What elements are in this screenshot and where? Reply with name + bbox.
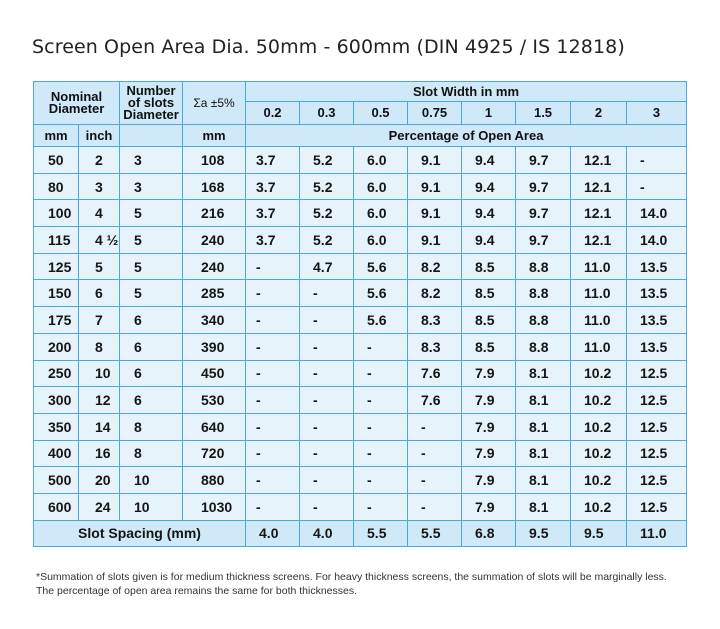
table-cell: 168 — [183, 173, 246, 200]
table-row — [34, 467, 687, 494]
table-cell: 200 — [34, 333, 79, 360]
table-cell: 125 — [34, 253, 79, 280]
table-cell: 7.6 — [408, 360, 462, 387]
table-cell: 3.7 — [246, 173, 300, 200]
table-cell: 9.1 — [408, 147, 462, 174]
slot-width-7: 2 — [571, 102, 627, 125]
table-cell: 500 — [34, 467, 79, 494]
table-cell: 8.5 — [462, 280, 516, 307]
table-cell: 13.5 — [627, 253, 687, 280]
table-cell: 8.1 — [516, 360, 571, 387]
table-cell: 9.7 — [516, 227, 571, 254]
footnote-line-2: The percentage of open area remains the same for both thicknesses. — [36, 585, 358, 597]
table-cell: 8.1 — [516, 493, 571, 520]
table-cell: 14.0 — [627, 227, 687, 254]
table-cell: 12.5 — [627, 467, 687, 494]
table-cell: 6 — [120, 387, 183, 414]
table-cell: 3 — [120, 173, 183, 200]
table-cell: 3 — [79, 173, 120, 200]
table-cell: 11.0 — [571, 253, 627, 280]
footnote — [36, 570, 696, 598]
table-row — [34, 227, 687, 254]
table-cell: - — [300, 360, 354, 387]
table-row — [34, 147, 687, 174]
table-cell: - — [246, 333, 300, 360]
table-cell: 8.8 — [516, 307, 571, 334]
table-cell: 13.5 — [627, 307, 687, 334]
table-cell: - — [246, 280, 300, 307]
table-cell: 175 — [34, 307, 79, 334]
table-row — [34, 493, 687, 520]
table-cell: - — [246, 493, 300, 520]
table-row — [34, 280, 687, 307]
table-row — [34, 200, 687, 227]
table-row — [34, 173, 687, 200]
table-cell: 600 — [34, 493, 79, 520]
table-cell: - — [354, 440, 408, 467]
table-cell: 5 — [79, 253, 120, 280]
table-cell: 640 — [183, 413, 246, 440]
table-cell: 8.5 — [462, 253, 516, 280]
table-cell: 11.0 — [571, 280, 627, 307]
table-cell: 400 — [34, 440, 79, 467]
table-cell: - — [246, 440, 300, 467]
table-cell: 7.9 — [462, 387, 516, 414]
table-cell: 8 — [120, 413, 183, 440]
table-cell: 9.4 — [462, 227, 516, 254]
table-cell: - — [408, 467, 462, 494]
slot-width-8: 3 — [627, 102, 687, 125]
table-cell: 10.2 — [571, 360, 627, 387]
table-cell: 7.9 — [462, 360, 516, 387]
table-cell: 12.1 — [571, 200, 627, 227]
table-cell: 108 — [183, 147, 246, 174]
table-cell: 50 — [34, 147, 79, 174]
table-cell: 6.0 — [354, 147, 408, 174]
table-cell: 9.7 — [516, 173, 571, 200]
slot-spacing-value: 4.0 — [300, 520, 354, 547]
table-cell: 16 — [79, 440, 120, 467]
table-cell: 5.2 — [300, 147, 354, 174]
sigma-header: Σa ±5% — [183, 82, 246, 125]
table-cell: - — [246, 387, 300, 414]
table-cell: 8.8 — [516, 253, 571, 280]
table-cell: 7.9 — [462, 467, 516, 494]
table-cell: 11.0 — [571, 333, 627, 360]
table-cell: 250 — [34, 360, 79, 387]
table-cell: - — [354, 333, 408, 360]
slot-width-4: 0.75 — [408, 102, 462, 125]
page-title: Screen Open Area Dia. 50mm - 600mm (DIN 4925 / IS 12818) — [32, 36, 625, 58]
table-cell: 9.7 — [516, 147, 571, 174]
table-cell: 4 — [79, 200, 120, 227]
slot-spacing-value: 4.0 — [246, 520, 300, 547]
slot-spacing-value: 5.5 — [408, 520, 462, 547]
table-cell: 7.6 — [408, 387, 462, 414]
inch-header: inch — [79, 125, 120, 147]
table-cell: - — [246, 307, 300, 334]
table-cell: 6 — [79, 280, 120, 307]
table-cell: 4.7 — [300, 253, 354, 280]
table-cell: 4 ½ — [79, 227, 120, 254]
table-cell: 5 — [120, 227, 183, 254]
table-row — [34, 413, 687, 440]
slot-width-3: 0.5 — [354, 102, 408, 125]
table-cell: 11.0 — [571, 307, 627, 334]
table-cell: 9.1 — [408, 200, 462, 227]
slot-spacing-label: Slot Spacing (mm) — [34, 520, 246, 547]
table-cell: - — [300, 387, 354, 414]
nominal-diameter-header: Nominal Diameter — [34, 82, 120, 125]
table-cell: 8.3 — [408, 333, 462, 360]
table-cell: 10 — [120, 467, 183, 494]
table-cell: 300 — [34, 387, 79, 414]
table-cell: - — [627, 147, 687, 174]
table-cell: 80 — [34, 173, 79, 200]
table-cell: 8.3 — [408, 307, 462, 334]
table-cell: 3 — [120, 147, 183, 174]
table-cell: 13.5 — [627, 280, 687, 307]
table-cell: 8.8 — [516, 280, 571, 307]
table-cell: 240 — [183, 253, 246, 280]
table-cell: - — [354, 467, 408, 494]
table-cell: - — [300, 307, 354, 334]
slot-spacing-value: 11.0 — [627, 520, 687, 547]
table-cell: 9.4 — [462, 173, 516, 200]
mm-header: mm — [34, 125, 79, 147]
table-cell: 14 — [79, 413, 120, 440]
table-cell: 285 — [183, 280, 246, 307]
table-cell: 8 — [79, 333, 120, 360]
table-cell: 7.9 — [462, 440, 516, 467]
slot-width-2: 0.3 — [300, 102, 354, 125]
table-cell: 5 — [120, 200, 183, 227]
table-cell: 12.5 — [627, 413, 687, 440]
slot-width-5: 1 — [462, 102, 516, 125]
table-cell: 2 — [79, 147, 120, 174]
table-cell: 1030 — [183, 493, 246, 520]
table-cell: - — [300, 280, 354, 307]
table-cell: 9.4 — [462, 200, 516, 227]
table-cell: 340 — [183, 307, 246, 334]
table-cell: - — [300, 413, 354, 440]
table-cell: 10.2 — [571, 387, 627, 414]
table-cell: 530 — [183, 387, 246, 414]
table-cell: 3.7 — [246, 147, 300, 174]
table-cell: 8.8 — [516, 333, 571, 360]
table-cell: 10.2 — [571, 440, 627, 467]
table-cell: 450 — [183, 360, 246, 387]
table-cell: 240 — [183, 227, 246, 254]
open-area-table — [33, 81, 687, 547]
footnote-line-1: *Summation of slots given is for medium thickness screens. For heavy thickness screens, the summation of slots will be marginally less. — [36, 571, 667, 583]
table-cell: - — [246, 413, 300, 440]
table-cell: 24 — [79, 493, 120, 520]
table-cell: 20 — [79, 467, 120, 494]
table-cell: - — [627, 173, 687, 200]
table-cell: 6 — [120, 307, 183, 334]
slot-spacing-row — [34, 520, 687, 547]
slot-width-6: 1.5 — [516, 102, 571, 125]
table-cell: - — [354, 387, 408, 414]
percentage-open-area-header: Percentage of Open Area — [246, 125, 687, 147]
table-cell: 5 — [120, 280, 183, 307]
table-cell: 100 — [34, 200, 79, 227]
table-cell: 12 — [79, 387, 120, 414]
table-cell: - — [246, 253, 300, 280]
table-cell: 8.2 — [408, 280, 462, 307]
table-cell: 12.5 — [627, 440, 687, 467]
table-cell: 13.5 — [627, 333, 687, 360]
table-cell: 12.5 — [627, 493, 687, 520]
table-cell: 5.6 — [354, 280, 408, 307]
table-cell: 216 — [183, 200, 246, 227]
slot-spacing-value: 5.5 — [354, 520, 408, 547]
table-cell: - — [300, 440, 354, 467]
table-cell: 8.1 — [516, 467, 571, 494]
table-cell: - — [354, 360, 408, 387]
slot-width-header: Slot Width in mm — [246, 82, 687, 102]
table-cell: 8.5 — [462, 307, 516, 334]
table-row — [34, 307, 687, 334]
table-row — [34, 387, 687, 414]
table-cell: 9.7 — [516, 200, 571, 227]
table-cell: 8.1 — [516, 387, 571, 414]
table-cell: - — [300, 493, 354, 520]
table-cell: 5.2 — [300, 200, 354, 227]
table-cell: 7 — [79, 307, 120, 334]
table-cell: 3.7 — [246, 227, 300, 254]
slot-spacing-value: 9.5 — [516, 520, 571, 547]
table-cell: 6 — [120, 333, 183, 360]
table-row — [34, 440, 687, 467]
table-cell: - — [246, 467, 300, 494]
table-cell: 14.0 — [627, 200, 687, 227]
table-cell: - — [300, 333, 354, 360]
table-row — [34, 360, 687, 387]
table-cell: 8.1 — [516, 440, 571, 467]
table-cell: 8.5 — [462, 333, 516, 360]
table-cell: 10.2 — [571, 413, 627, 440]
table-cell: 10.2 — [571, 493, 627, 520]
table-cell: 7.9 — [462, 413, 516, 440]
table-cell: 10.2 — [571, 467, 627, 494]
table-cell: 9.1 — [408, 227, 462, 254]
table-cell: - — [408, 440, 462, 467]
table-cell: - — [354, 493, 408, 520]
table-cell: 7.9 — [462, 493, 516, 520]
table-cell: 150 — [34, 280, 79, 307]
table-cell: 9.4 — [462, 147, 516, 174]
table-cell: 5.6 — [354, 307, 408, 334]
table-cell: 115 — [34, 227, 79, 254]
table-cell: 390 — [183, 333, 246, 360]
table-cell: 12.1 — [571, 147, 627, 174]
table-cell: 8.1 — [516, 413, 571, 440]
table-cell: - — [246, 360, 300, 387]
table-cell: 5.2 — [300, 227, 354, 254]
table-cell: 12.1 — [571, 227, 627, 254]
table-cell: - — [408, 493, 462, 520]
table-cell: 6.0 — [354, 200, 408, 227]
sigma-unit-header: mm — [183, 125, 246, 147]
table-cell: - — [354, 413, 408, 440]
table-cell: 12.5 — [627, 360, 687, 387]
table-cell: 5.6 — [354, 253, 408, 280]
table-cell: 5.2 — [300, 173, 354, 200]
table-cell: - — [408, 413, 462, 440]
table-cell: 8 — [120, 440, 183, 467]
table-cell: 12.1 — [571, 173, 627, 200]
table-cell: 6 — [120, 360, 183, 387]
table-cell: 5 — [120, 253, 183, 280]
table-cell: 9.1 — [408, 173, 462, 200]
table-cell: 6.0 — [354, 173, 408, 200]
table-cell: 880 — [183, 467, 246, 494]
table-cell: 3.7 — [246, 200, 300, 227]
table-cell: 10 — [79, 360, 120, 387]
table-cell: 8.2 — [408, 253, 462, 280]
diameter-subheader — [120, 125, 183, 147]
slot-spacing-value: 6.8 — [462, 520, 516, 547]
number-of-slots-header: Number of slots Diameter — [120, 82, 183, 125]
table-cell: 350 — [34, 413, 79, 440]
table-cell: 10 — [120, 493, 183, 520]
table-cell: 720 — [183, 440, 246, 467]
table-row — [34, 253, 687, 280]
slot-spacing-value: 9.5 — [571, 520, 627, 547]
table-cell: 12.5 — [627, 387, 687, 414]
table-cell: - — [300, 467, 354, 494]
table-cell: 6.0 — [354, 227, 408, 254]
table-row — [34, 333, 687, 360]
slot-width-1: 0.2 — [246, 102, 300, 125]
